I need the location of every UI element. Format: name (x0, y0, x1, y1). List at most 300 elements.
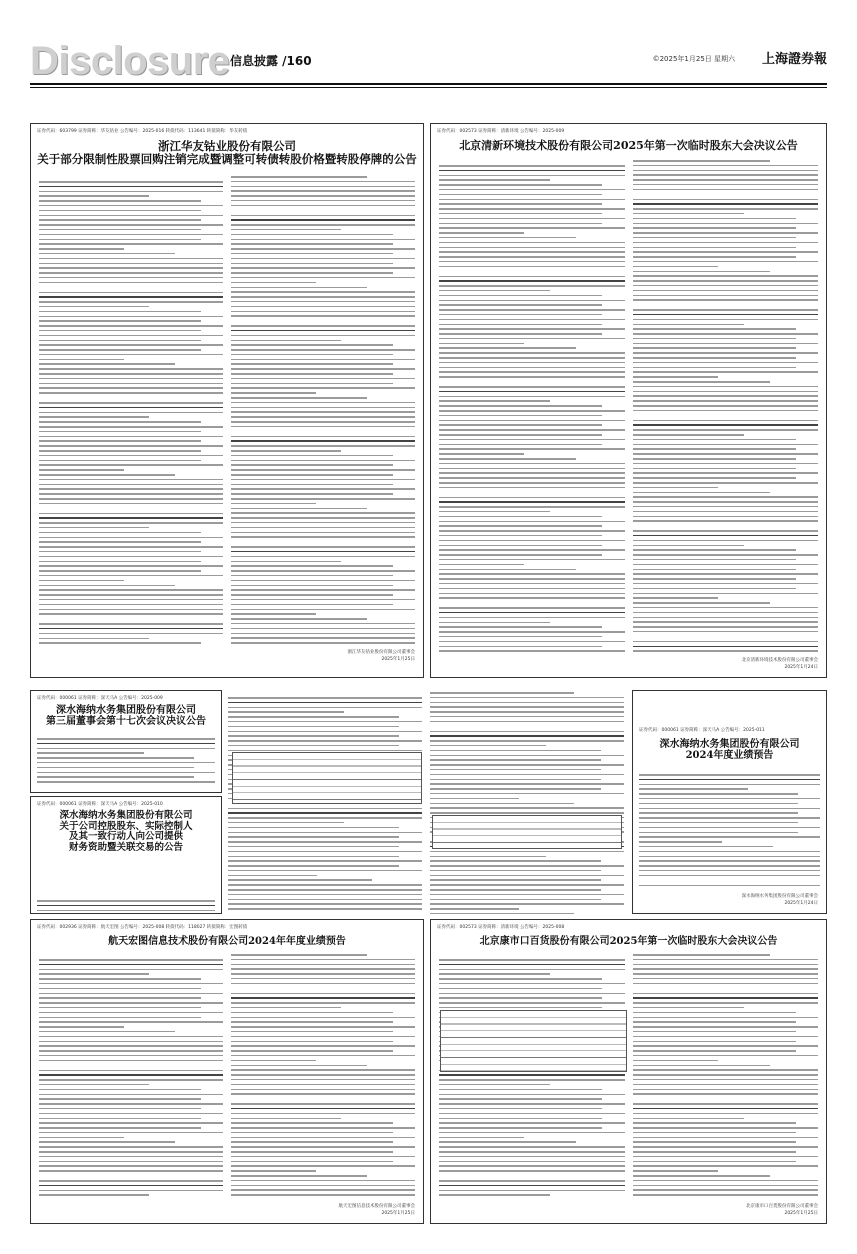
text-line (430, 745, 546, 747)
text-line (439, 371, 625, 373)
text-line (439, 295, 602, 297)
text-line (228, 812, 422, 814)
text-line (39, 1185, 223, 1187)
text-line (39, 498, 223, 500)
text-line (633, 174, 819, 176)
text-line (439, 386, 625, 388)
text-line (439, 1122, 625, 1124)
text-line (231, 575, 393, 577)
text-line (439, 367, 625, 369)
text-line (39, 1036, 223, 1038)
text-line (231, 1194, 415, 1196)
notice-body (39, 176, 415, 646)
text-line (228, 735, 399, 737)
text-line (37, 762, 215, 764)
notice-shenshui-loan (30, 796, 222, 914)
text-line (633, 535, 819, 537)
text-line (633, 213, 744, 215)
text-line (430, 769, 601, 771)
text-line (633, 617, 819, 619)
notice-body (37, 895, 215, 913)
text-line (39, 1060, 223, 1062)
notice-footer: 航天宏图信息技术股份有限公司董事会 2025年1月25日 (338, 1204, 415, 1216)
section-title: 信息披露 /160 (230, 54, 312, 68)
text-line (439, 300, 625, 302)
text-line (39, 1132, 223, 1134)
text-line (231, 445, 415, 447)
text-line (231, 426, 415, 428)
text-line (231, 1170, 316, 1172)
text-line (39, 431, 201, 433)
text-line (39, 1074, 223, 1076)
text-line (633, 959, 819, 961)
text-line (228, 860, 422, 862)
text-line (639, 817, 820, 819)
text-line (37, 772, 215, 774)
text-line (633, 612, 819, 614)
text-line (633, 1122, 796, 1124)
text-line (439, 1132, 625, 1134)
text-line (430, 899, 601, 901)
text-line (231, 407, 415, 409)
text-line (39, 513, 223, 515)
text-line (439, 247, 625, 249)
text-line (633, 1007, 744, 1009)
text-line (430, 860, 601, 862)
text-line (439, 396, 625, 398)
text-line (639, 793, 798, 795)
text-line (39, 1165, 223, 1167)
text-line (633, 1118, 744, 1120)
text-line (633, 1132, 796, 1134)
text-line (39, 537, 223, 539)
text-line (39, 253, 175, 255)
text-line (231, 1175, 367, 1177)
text-line (633, 189, 819, 191)
text-line (439, 175, 625, 177)
notice-title: 深水海纳水务集团股份有限公司 第三届董事会第十七次会议决议公告 (46, 705, 206, 728)
text-line (639, 779, 820, 781)
text-line (39, 623, 223, 625)
text-line (39, 503, 223, 505)
text-line (633, 439, 796, 441)
text-line (231, 277, 415, 279)
text-line (439, 559, 625, 561)
text-line (39, 248, 124, 250)
text-line (633, 371, 819, 373)
text-line (439, 593, 625, 595)
text-line (439, 439, 625, 441)
text-line (633, 458, 796, 460)
text-line (633, 511, 819, 513)
text-line (231, 239, 415, 241)
text-line (231, 436, 415, 438)
text-line (39, 234, 223, 236)
text-line (39, 1170, 223, 1172)
text-line (231, 532, 415, 534)
text-line (39, 633, 223, 635)
text-line (228, 817, 422, 819)
text-line (430, 894, 624, 896)
masthead-rule-thin (30, 87, 827, 88)
text-line (231, 1156, 415, 1158)
text-line (228, 879, 372, 881)
text-line (231, 1093, 415, 1095)
text-line (633, 1175, 770, 1177)
text-line (39, 1156, 223, 1158)
text-line (633, 1021, 796, 1023)
text-line (633, 424, 819, 426)
text-line (439, 242, 625, 244)
text-line (231, 373, 393, 375)
text-line (39, 210, 201, 212)
text-line (439, 1079, 625, 1081)
text-line (439, 227, 625, 229)
text-line (231, 1141, 393, 1143)
text-line (231, 387, 415, 389)
text-line (633, 299, 819, 301)
text-line (231, 1103, 415, 1105)
text-line (439, 194, 602, 196)
text-line (430, 783, 624, 785)
text-line (430, 750, 601, 752)
text-line (231, 527, 415, 529)
text-line (430, 908, 519, 910)
notice-footer: 深水海纳水务集团股份有限公司董事会 2025年1月24日 (741, 894, 818, 906)
text-line (633, 357, 796, 359)
text-line (439, 357, 625, 359)
notice-hangtian (30, 919, 424, 1224)
text-line (39, 387, 223, 389)
text-line (439, 208, 625, 210)
text-line (231, 1084, 415, 1086)
text-line (39, 570, 201, 572)
text-line (231, 633, 415, 635)
text-line (633, 569, 796, 571)
text-line (39, 282, 223, 284)
text-line (633, 285, 819, 287)
text-line (633, 218, 796, 220)
text-line (439, 993, 625, 995)
notice-footer: 浙江华友钴业股份有限公司董事会 2025年1月25日 (347, 650, 415, 662)
text-line (439, 997, 602, 999)
text-line (231, 556, 415, 558)
text-line (231, 964, 415, 966)
text-line (633, 978, 819, 980)
text-line (39, 1122, 223, 1124)
text-line (231, 291, 415, 293)
text-line (231, 248, 415, 250)
text-line (430, 779, 601, 781)
text-line (231, 402, 415, 404)
text-line (39, 320, 201, 322)
text-line (228, 899, 422, 901)
text-line (39, 484, 223, 486)
text-line (231, 488, 415, 490)
text-line (231, 330, 415, 332)
text-line (439, 626, 602, 628)
text-line (639, 784, 820, 786)
text-line (633, 295, 819, 297)
text-line (231, 363, 393, 365)
text-line (633, 482, 819, 484)
text-line (439, 578, 625, 580)
text-line (39, 243, 223, 245)
text-line (439, 564, 524, 566)
text-line (231, 1146, 415, 1148)
text-line (633, 352, 819, 354)
text-line (39, 1045, 223, 1047)
text-line (439, 410, 625, 412)
text-line (439, 545, 602, 547)
text-line (639, 875, 820, 877)
text-line (633, 362, 819, 364)
text-line (639, 856, 820, 858)
text-line (37, 752, 144, 754)
text-line (231, 599, 415, 601)
text-line (430, 721, 624, 723)
text-line (39, 561, 201, 563)
text-line (633, 1113, 819, 1115)
text-line (430, 875, 624, 877)
text-line (439, 554, 602, 556)
text-line (231, 1041, 393, 1043)
text-line (39, 575, 223, 577)
text-line (39, 344, 223, 346)
text-line (39, 959, 223, 961)
text-line (439, 203, 602, 205)
text-line (39, 239, 201, 241)
text-line (231, 1060, 316, 1062)
text-line (430, 879, 601, 881)
text-line (228, 851, 422, 853)
text-line (439, 218, 625, 220)
text-line (439, 1165, 625, 1167)
text-line (633, 506, 819, 508)
text-line (430, 716, 624, 718)
text-line (231, 1185, 415, 1187)
text-line (231, 1165, 415, 1167)
text-line (39, 604, 223, 606)
text-line (439, 501, 625, 503)
text-line (231, 455, 393, 457)
text-line (439, 232, 524, 234)
text-line (231, 959, 415, 961)
text-line (439, 617, 625, 619)
text-line (228, 707, 422, 709)
text-line (633, 1103, 819, 1105)
text-line (39, 493, 223, 495)
text-line (633, 1012, 796, 1014)
text-line (439, 1098, 602, 1100)
text-line (231, 464, 393, 466)
text-line (633, 1089, 819, 1091)
text-line (633, 993, 819, 995)
text-line (439, 256, 625, 258)
text-line (633, 242, 819, 244)
masthead (30, 39, 827, 83)
notice-title: 北京清新环境技术股份有限公司2025年第一次临时股东大会决议公告 (459, 139, 798, 152)
text-line (37, 748, 215, 750)
text-line (633, 1189, 819, 1191)
text-line (633, 386, 819, 388)
text-line (439, 521, 625, 523)
text-line (633, 516, 819, 518)
text-line (37, 767, 194, 769)
text-line (633, 468, 796, 470)
text-line (439, 199, 625, 201)
text-line (439, 1180, 625, 1182)
dateline: ©2025年1月25日 星期六 (652, 55, 735, 63)
notice-body (37, 733, 215, 783)
text-line (633, 549, 796, 551)
text-line (439, 468, 625, 470)
text-line (39, 373, 223, 375)
text-line (39, 969, 223, 971)
text-line (39, 229, 201, 231)
text-line (39, 1103, 223, 1105)
notice-body (639, 769, 820, 889)
text-line (633, 400, 819, 402)
text-line (439, 319, 625, 321)
text-line (430, 807, 624, 809)
text-line (439, 511, 550, 513)
data-table (232, 752, 422, 804)
text-line (231, 205, 415, 207)
text-line (231, 517, 415, 519)
text-line (439, 285, 625, 287)
text-line (633, 631, 819, 633)
text-line (231, 1161, 393, 1163)
text-line (633, 1084, 819, 1086)
text-line (231, 368, 415, 370)
text-line (430, 740, 624, 742)
text-line (639, 885, 820, 887)
text-line (228, 721, 422, 723)
text-line (633, 199, 819, 201)
text-line (39, 1031, 175, 1033)
text-line (633, 343, 819, 345)
text-line (633, 271, 770, 273)
text-line (439, 261, 625, 263)
text-line (39, 1079, 223, 1081)
text-line (37, 738, 215, 740)
text-line (39, 306, 149, 308)
text-line (633, 376, 718, 378)
text-line (439, 1094, 625, 1096)
text-line (439, 189, 625, 191)
text-line (439, 266, 625, 268)
text-line (39, 1151, 223, 1153)
text-line (231, 589, 415, 591)
text-line (633, 646, 819, 648)
text-line (439, 223, 602, 225)
notice-shenshui-forecast (632, 690, 827, 914)
text-line (231, 546, 415, 548)
text-line (39, 1108, 201, 1110)
text-line (633, 492, 770, 494)
text-line (430, 735, 624, 737)
text-line (439, 964, 625, 966)
text-line (439, 497, 625, 499)
text-line (439, 1089, 602, 1091)
text-line (231, 503, 316, 505)
text-line (439, 448, 625, 450)
text-line (633, 487, 718, 489)
text-line (633, 997, 819, 999)
text-line (39, 378, 223, 380)
text-line (439, 607, 625, 609)
text-line (430, 755, 624, 757)
text-line (39, 368, 223, 370)
data-table (432, 815, 622, 849)
text-line (39, 359, 124, 361)
text-line (228, 856, 399, 858)
text-line (439, 1084, 550, 1086)
text-line (633, 496, 819, 498)
text-line (439, 333, 602, 335)
text-line (231, 493, 393, 495)
text-line (430, 692, 574, 694)
text-line (633, 251, 819, 253)
text-line (39, 311, 201, 313)
text-line (439, 631, 625, 633)
text-line (228, 884, 422, 886)
text-line (231, 565, 393, 567)
text-line (228, 827, 399, 829)
text-line (231, 469, 415, 471)
text-line (39, 1146, 223, 1148)
text-line (439, 636, 602, 638)
text-line (39, 383, 223, 385)
text-line (439, 415, 602, 417)
text-line (439, 184, 602, 186)
text-line (430, 856, 546, 858)
text-line (439, 237, 576, 239)
text-line (39, 464, 223, 466)
text-line (439, 487, 625, 489)
text-line (231, 1108, 415, 1110)
text-line (39, 609, 223, 611)
text-line (39, 1113, 223, 1115)
text-line (439, 525, 602, 527)
text-line (633, 290, 819, 292)
text-line (231, 460, 415, 462)
text-line (39, 392, 223, 394)
text-line (633, 179, 819, 181)
text-line (39, 340, 201, 342)
text-line (439, 276, 625, 278)
text-line (439, 314, 602, 316)
text-line (39, 1007, 201, 1009)
notice-meta: 证券代码：000061 证券简称：深天马A 公告编号：2025-010 (37, 802, 163, 807)
text-line (231, 479, 415, 481)
text-line (39, 301, 223, 303)
text-line (439, 434, 602, 436)
text-line (231, 512, 415, 514)
text-line (228, 702, 422, 704)
text-line (231, 1050, 393, 1052)
text-line (633, 621, 819, 623)
text-line (439, 213, 602, 215)
text-line (231, 340, 341, 342)
text-line (39, 988, 201, 990)
text-line (231, 190, 415, 192)
text-line (439, 569, 576, 571)
text-line (39, 195, 149, 197)
text-line (633, 1165, 819, 1167)
text-line (39, 594, 223, 596)
